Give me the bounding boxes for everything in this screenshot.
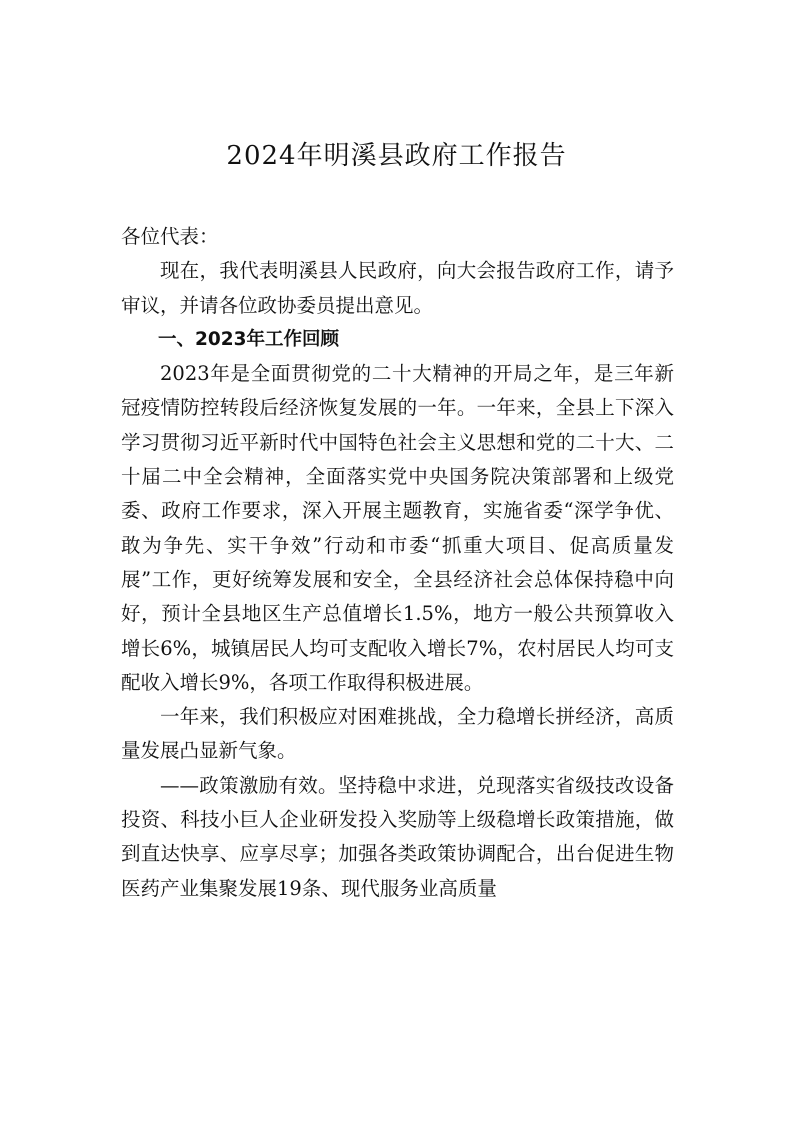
review-paragraph: 2023年是全面贯彻党的二十大精神的开局之年，是三年新冠疫情防控转段后经济恢复发展的一年。一年来，全县上下深入学习贯彻习近平新时代中国特色社会主义思想和党的二十大、二十届二中全会精神，全面落实党中央国务院决策部署和上级党委、政府工作要求，深入开展主题教育，实施省委“深学争优、敢为争先、实干争效”行动和市委“抓重大项目、促高质量发展”工作，更好统筹发展和安全，全县经济社会总体保持稳中向好，预计全县地区生产总值增长1.5%，地方一般公共预算收入增长6%，城镇居民人均可支配收入增长7%，农村居民人均可支配收入增长9%，各项工作取得积极进展。 bbox=[121, 362, 674, 694]
document-body bbox=[121, 220, 674, 906]
greeting: 各位代表： bbox=[121, 225, 219, 248]
document-title: 2024年明溪县政府工作报告 bbox=[226, 141, 567, 171]
section-heading: 一、2023年工作回顾 bbox=[158, 328, 339, 350]
summary-paragraph: 一年来，我们积极应对困难挑战，全力稳增长拼经济，高质量发展凸显新气象。 bbox=[121, 705, 674, 763]
intro-paragraph: 现在，我代表明溪县人民政府，向大会报告政府工作，请予审议，并请各位政协委员提出意见。 bbox=[121, 259, 674, 317]
policy-paragraph: ——政策激励有效。坚持稳中求进，兑现落实省级技改设备投资、科技小巨人企业研发投入奖励等上级稳增长政策措施，做到直达快享、应享尽享；加强各类政策协调配合，出台促进生物医药产业集聚发展19条、现代服务业高质量 bbox=[121, 773, 674, 900]
